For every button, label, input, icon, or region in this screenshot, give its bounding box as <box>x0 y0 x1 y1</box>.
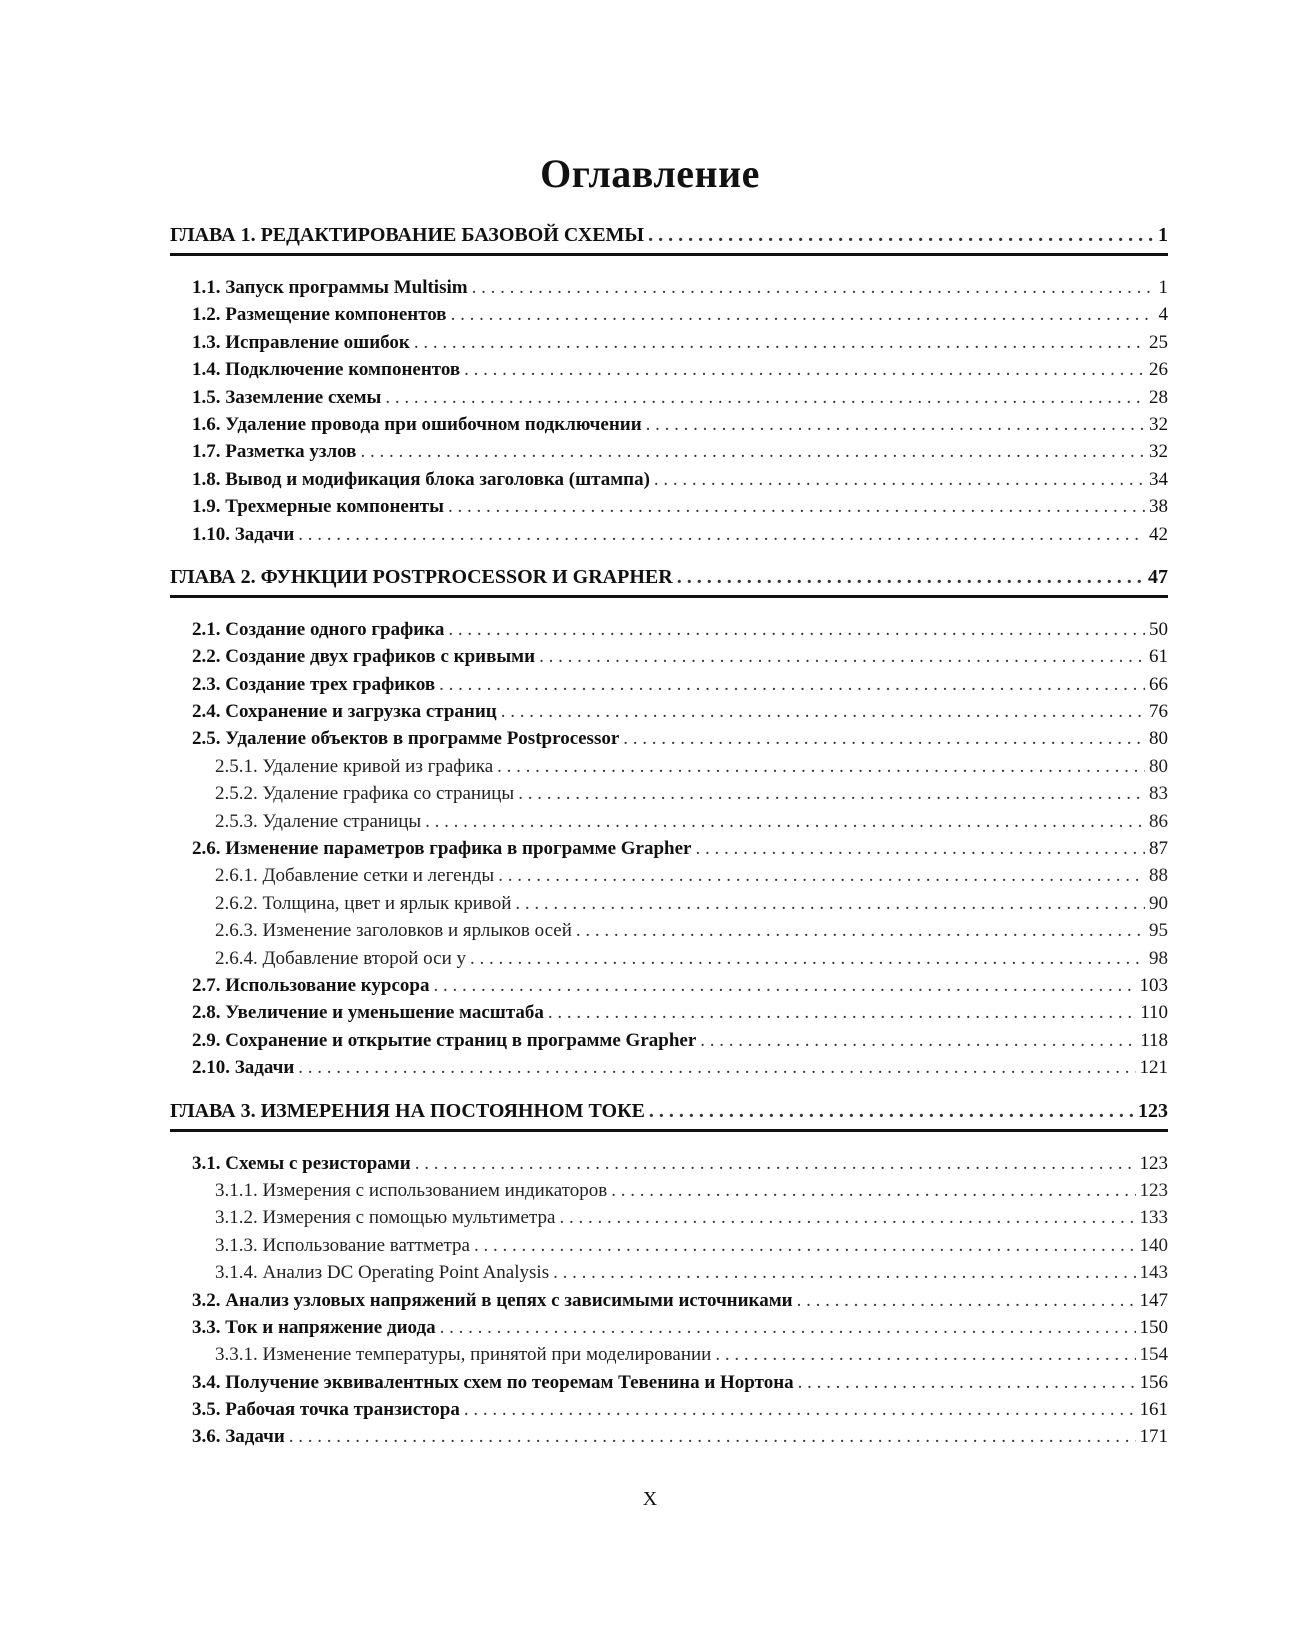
chapter-title: ГЛАВА 3. ИЗМЕРЕНИЯ НА ПОСТОЯННОМ ТОКЕ <box>170 1099 645 1122</box>
toc-section-entry[interactable] <box>170 1369 1168 1396</box>
entry-title: 1.2. Размещение компонентов <box>192 304 447 326</box>
entry-page-number: 123 <box>1139 1152 1168 1174</box>
chapter-rule <box>170 253 1168 256</box>
chapter-rule <box>170 1129 1168 1132</box>
toc-section-entry[interactable] <box>170 671 1168 698</box>
entry-title: 2.5.1. Удаление кривой из графика <box>215 755 494 777</box>
toc-section-entry[interactable] <box>170 725 1168 752</box>
toc-section-entry[interactable] <box>170 835 1168 862</box>
entry-title: 3.6. Задачи <box>192 1426 285 1448</box>
toc-section-entry[interactable] <box>170 1150 1168 1177</box>
entry-title: 2.10. Задачи <box>192 1057 295 1079</box>
entry-page-number: 76 <box>1149 701 1168 723</box>
entry-page-number: 26 <box>1149 359 1168 381</box>
dot-leader <box>539 643 1145 670</box>
entry-page-number: 34 <box>1149 468 1168 490</box>
toc-subsection-entry[interactable] <box>170 808 1168 835</box>
entry-page-number: 4 <box>1158 304 1168 326</box>
entry-title: 1.6. Удаление провода при ошибочном подключении <box>192 413 642 435</box>
dot-leader <box>515 890 1145 917</box>
toc-subsection-entry[interactable] <box>170 1341 1168 1368</box>
dot-leader <box>548 999 1136 1026</box>
dot-leader <box>464 1396 1136 1423</box>
dot-leader <box>559 1204 1135 1231</box>
entry-page-number: 80 <box>1149 728 1168 750</box>
dot-leader <box>497 753 1145 780</box>
entry-title: 1.8. Вывод и модификация блока заголовка (штампа) <box>192 468 650 490</box>
chapter-title: ГЛАВА 2. ФУНКЦИИ POSTPROCESSOR И GRAPHER <box>170 565 673 588</box>
toc-section-entry[interactable] <box>170 384 1168 411</box>
toc-subsection-entry[interactable] <box>170 945 1168 972</box>
dot-leader <box>474 1232 1136 1259</box>
entry-page-number: 118 <box>1140 1029 1168 1051</box>
entry-page-number: 1 <box>1158 277 1168 298</box>
entry-title: 2.5.3. Удаление страницы <box>215 810 422 832</box>
entry-title: 2.9. Сохранение и открытие страниц в программе Grapher <box>192 1029 697 1051</box>
entry-page-number: 32 <box>1149 413 1168 435</box>
toc-section-entry[interactable] <box>170 411 1168 438</box>
entry-title: 3.1.2. Измерения с помощью мультиметра <box>215 1207 556 1229</box>
entry-page-number: 88 <box>1149 865 1168 887</box>
toc-section-entry[interactable] <box>170 1054 1168 1081</box>
entry-page-number: 110 <box>1140 1002 1168 1024</box>
toc-subsection-entry[interactable] <box>170 1232 1168 1259</box>
dot-leader <box>385 384 1145 411</box>
entry-title: 1.1. Запуск программы Multisim <box>192 277 468 298</box>
dot-leader <box>414 329 1145 356</box>
entry-page-number: 83 <box>1149 783 1168 805</box>
toc-section-entry[interactable] <box>170 1314 1168 1341</box>
dot-leader <box>798 1369 1136 1396</box>
dot-leader <box>470 945 1145 972</box>
entry-page-number: 28 <box>1149 386 1168 408</box>
dot-leader <box>289 1423 1136 1450</box>
chapter-heading[interactable] <box>170 1096 1168 1126</box>
entry-title: 1.4. Подключение компонентов <box>192 359 461 381</box>
entry-title: 1.5. Заземление схемы <box>192 386 382 408</box>
page-title: Оглавление <box>540 151 760 196</box>
dot-leader <box>646 411 1145 438</box>
chapter-page-number: 47 <box>1148 565 1168 588</box>
toc-section-entry[interactable] <box>170 698 1168 725</box>
dot-leader <box>464 356 1145 383</box>
toc-subsection-entry[interactable] <box>170 753 1168 780</box>
toc-section-entry[interactable] <box>170 493 1168 520</box>
toc-section-entry[interactable] <box>170 1287 1168 1314</box>
toc-subsection-entry[interactable] <box>170 1177 1168 1204</box>
entry-title: 3.1.3. Использование ваттметра <box>215 1234 470 1256</box>
dot-leader <box>797 1287 1136 1314</box>
dot-leader <box>425 808 1145 835</box>
chapter-page-number: 1 <box>1158 224 1168 246</box>
entry-page-number: 95 <box>1149 920 1168 942</box>
toc-section-entry[interactable] <box>170 329 1168 356</box>
entry-title: 3.2. Анализ узловых напряжений в цепях с зависимыми источниками <box>192 1289 793 1311</box>
chapter-rule <box>170 595 1168 598</box>
entry-page-number: 171 <box>1139 1426 1168 1448</box>
entry-title: 3.1.4. Анализ DC Operating Point Analysis <box>215 1262 550 1284</box>
dot-leader <box>518 780 1145 807</box>
entry-title: 2.6.2. Толщина, цвет и ярлык кривой <box>215 892 512 914</box>
chapter-3 <box>170 1096 1168 1451</box>
entry-title: 3.3. Ток и напряжение диода <box>192 1316 436 1338</box>
dot-leader <box>576 917 1145 944</box>
entry-page-number: 50 <box>1149 618 1168 640</box>
chapter-1 <box>170 220 1168 548</box>
dot-leader <box>415 1150 1136 1177</box>
entry-title: 3.1.1. Измерения с использованием индикаторов <box>215 1179 608 1201</box>
toc-section-entry[interactable] <box>170 1423 1168 1450</box>
dot-leader <box>715 1341 1135 1368</box>
entry-title: 2.6.3. Изменение заголовков и ярлыков осей <box>215 920 572 942</box>
toc-section-entry[interactable] <box>170 438 1168 465</box>
page-number: X <box>642 1488 658 1510</box>
entry-page-number: 133 <box>1139 1207 1168 1229</box>
entry-page-number: 140 <box>1139 1234 1168 1256</box>
dot-leader <box>611 1177 1135 1204</box>
toc-section-entry[interactable] <box>170 999 1168 1026</box>
dot-leader <box>498 862 1145 889</box>
toc-subsection-entry[interactable] <box>170 862 1168 889</box>
entry-title: 2.6.1. Добавление сетки и легенды <box>215 865 495 887</box>
dot-leader <box>649 1096 1134 1126</box>
entry-title: 2.6. Изменение параметров графика в программе Grapher <box>192 838 692 860</box>
entry-title: 2.6.4. Добавление второй оси y <box>215 947 467 969</box>
toc-section-entry[interactable] <box>170 972 1168 999</box>
entry-title: 1.3. Исправление ошибок <box>192 331 410 353</box>
toc-subsection-entry[interactable] <box>170 1204 1168 1231</box>
toc-subsection-entry[interactable] <box>170 890 1168 917</box>
entry-title: 3.3.1. Изменение температуры, принятой при моделировании <box>215 1344 712 1366</box>
toc-section-entry[interactable] <box>170 643 1168 670</box>
dot-leader <box>654 466 1145 493</box>
dot-leader <box>501 698 1145 725</box>
dot-leader <box>440 1314 1136 1341</box>
chapter-title: ГЛАВА 1. РЕДАКТИРОВАНИЕ БАЗОВОЙ СХЕМЫ <box>170 224 645 246</box>
entry-page-number: 66 <box>1149 673 1168 695</box>
entry-title: 1.10. Задачи <box>192 523 295 545</box>
chapter-heading[interactable] <box>170 562 1168 592</box>
entry-title: 2.5.2. Удаление графика со страницы <box>215 783 515 805</box>
entry-page-number: 32 <box>1149 441 1168 463</box>
toc-section-entry[interactable] <box>170 274 1168 301</box>
dot-leader <box>360 438 1145 465</box>
table-of-contents <box>170 220 1168 1451</box>
entry-title: 2.2. Создание двух графиков с кривыми <box>192 646 536 668</box>
chapter-heading[interactable] <box>170 220 1168 250</box>
entry-page-number: 103 <box>1139 974 1168 996</box>
toc-subsection-entry[interactable] <box>170 917 1168 944</box>
entry-title: 2.7. Использование курсора <box>192 974 430 996</box>
entry-page-number: 98 <box>1149 947 1168 969</box>
entry-page-number: 150 <box>1139 1316 1168 1338</box>
entry-title: 3.4. Получение эквивалентных схем по теоремам Тевенина и Нортона <box>192 1371 794 1393</box>
dot-leader <box>451 301 1155 328</box>
entry-title: 2.8. Увеличение и уменьшение масштаба <box>192 1002 544 1024</box>
entry-page-number: 61 <box>1149 646 1168 668</box>
entry-page-number: 121 <box>1139 1057 1168 1079</box>
dot-leader <box>434 972 1136 999</box>
entry-title: 2.3. Создание трех графиков <box>192 673 436 695</box>
entry-page-number: 143 <box>1139 1262 1168 1284</box>
toc-section-entry[interactable] <box>170 521 1168 548</box>
toc-section-entry[interactable] <box>170 616 1168 643</box>
entry-page-number: 25 <box>1149 331 1168 353</box>
dot-leader <box>439 671 1145 698</box>
dot-leader <box>298 521 1145 548</box>
dot-leader <box>553 1259 1135 1286</box>
entry-title: 1.7. Разметка узлов <box>192 441 357 463</box>
dot-leader <box>695 835 1145 862</box>
entry-title: 2.4. Сохранение и загрузка страниц <box>192 701 497 723</box>
dot-leader <box>298 1054 1135 1081</box>
toc-section-entry[interactable] <box>170 1396 1168 1423</box>
entry-page-number: 123 <box>1139 1179 1168 1201</box>
entry-page-number: 87 <box>1149 838 1168 860</box>
dot-leader <box>648 220 1154 250</box>
dot-leader <box>472 274 1155 301</box>
entry-page-number: 80 <box>1149 755 1168 777</box>
dot-leader <box>700 1027 1136 1054</box>
entry-title: 3.5. Рабочая точка транзистора <box>192 1399 460 1421</box>
entry-title: 3.1. Схемы с резисторами <box>192 1152 411 1174</box>
entry-page-number: 156 <box>1139 1371 1168 1393</box>
toc-section-entry[interactable] <box>170 356 1168 383</box>
toc-section-entry[interactable] <box>170 301 1168 328</box>
toc-subsection-entry[interactable] <box>170 1259 1168 1286</box>
entry-title: 2.5. Удаление объектов в программе Postprocessor <box>192 728 620 750</box>
entry-title: 2.1. Создание одного графика <box>192 618 445 640</box>
entry-page-number: 161 <box>1139 1399 1168 1421</box>
dot-leader <box>448 616 1145 643</box>
toc-subsection-entry[interactable] <box>170 780 1168 807</box>
entry-title: 1.9. Трехмерные компоненты <box>192 496 444 518</box>
toc-section-entry[interactable] <box>170 1027 1168 1054</box>
entry-page-number: 90 <box>1149 892 1168 914</box>
entry-page-number: 86 <box>1149 810 1168 832</box>
entry-page-number: 147 <box>1139 1289 1168 1311</box>
chapter-page-number: 123 <box>1138 1099 1168 1122</box>
dot-leader <box>448 493 1145 520</box>
toc-section-entry[interactable] <box>170 466 1168 493</box>
entry-page-number: 42 <box>1149 523 1168 545</box>
entry-page-number: 38 <box>1149 496 1168 518</box>
entry-page-number: 154 <box>1139 1344 1168 1366</box>
dot-leader <box>623 725 1145 752</box>
chapter-2 <box>170 562 1168 1082</box>
dot-leader <box>677 562 1144 592</box>
